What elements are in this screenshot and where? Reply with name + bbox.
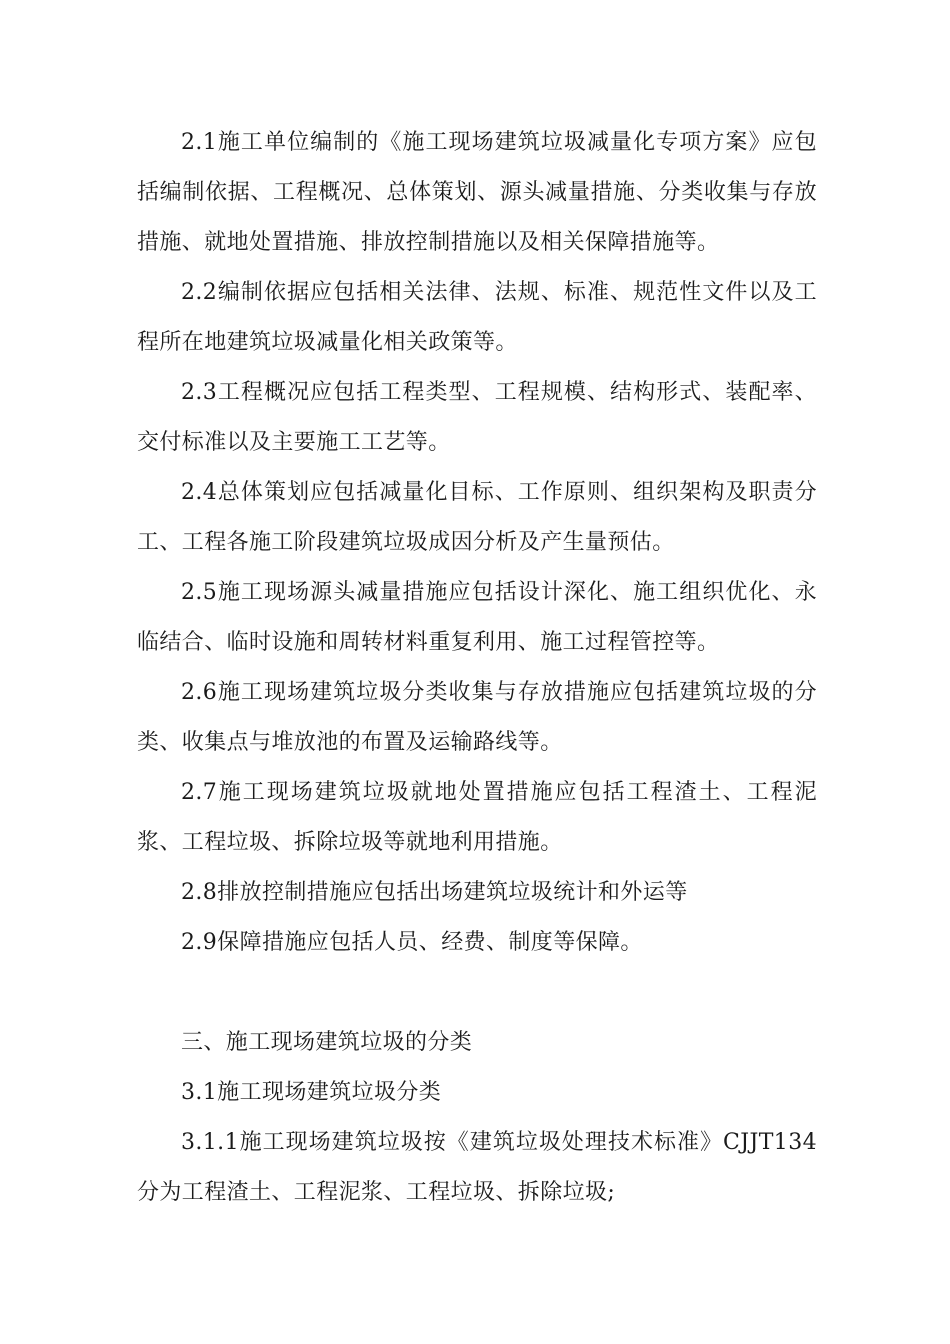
paragraph-2-5: 2.5施工现场源头减量措施应包括设计深化、施工组织优化、永临结合、临时设施和周转材料重复利用、施工过程管控等。: [137, 580, 817, 655]
section-spacer: [137, 968, 817, 1018]
paragraph-2-4: 2.4总体策划应包括减量化目标、工作原则、组织架构及职责分工、工程各施工阶段建筑垃圾成因分析及产生量预估。: [137, 480, 817, 555]
paragraph-2-7: 2.7施工现场建筑垃圾就地处置措施应包括工程渣土、工程泥浆、工程垃圾、拆除垃圾等就地利用措施。: [137, 780, 817, 855]
subsection-heading: 3.1施工现场建筑垃圾分类: [181, 1080, 442, 1105]
paragraph-2-2: 2.2编制依据应包括相关法律、法规、标准、规范性文件以及工程所在地建筑垃圾减量化相关政策等。: [137, 280, 817, 355]
paragraph-2-3: 2.3工程概况应包括工程类型、工程规模、结构形式、装配率、交付标准以及主要施工工艺等。: [137, 380, 817, 455]
document-body: [137, 118, 817, 1218]
paragraph-2-6: 2.6施工现场建筑垃圾分类收集与存放措施应包括建筑垃圾的分类、收集点与堆放池的布置及运输路线等。: [137, 680, 817, 755]
section-heading: 三、施工现场建筑垃圾的分类: [181, 1030, 473, 1055]
paragraph-2-8: 2.8排放控制措施应包括出场建筑垃圾统计和外运等: [181, 880, 688, 905]
paragraph-3-1-1: 3.1.1施工现场建筑垃圾按《建筑垃圾处理技术标准》CJJT134分为工程渣土、工程泥浆、工程垃圾、拆除垃圾;: [137, 1130, 817, 1205]
paragraph-2-1: 2.1施工单位编制的《施工现场建筑垃圾减量化专项方案》应包括编制依据、工程概况、总体策划、源头减量措施、分类收集与存放措施、就地处置措施、排放控制措施以及相关保障措施等。: [137, 130, 817, 255]
paragraph-2-9: 2.9保障措施应包括人员、经费、制度等保障。: [181, 930, 643, 955]
